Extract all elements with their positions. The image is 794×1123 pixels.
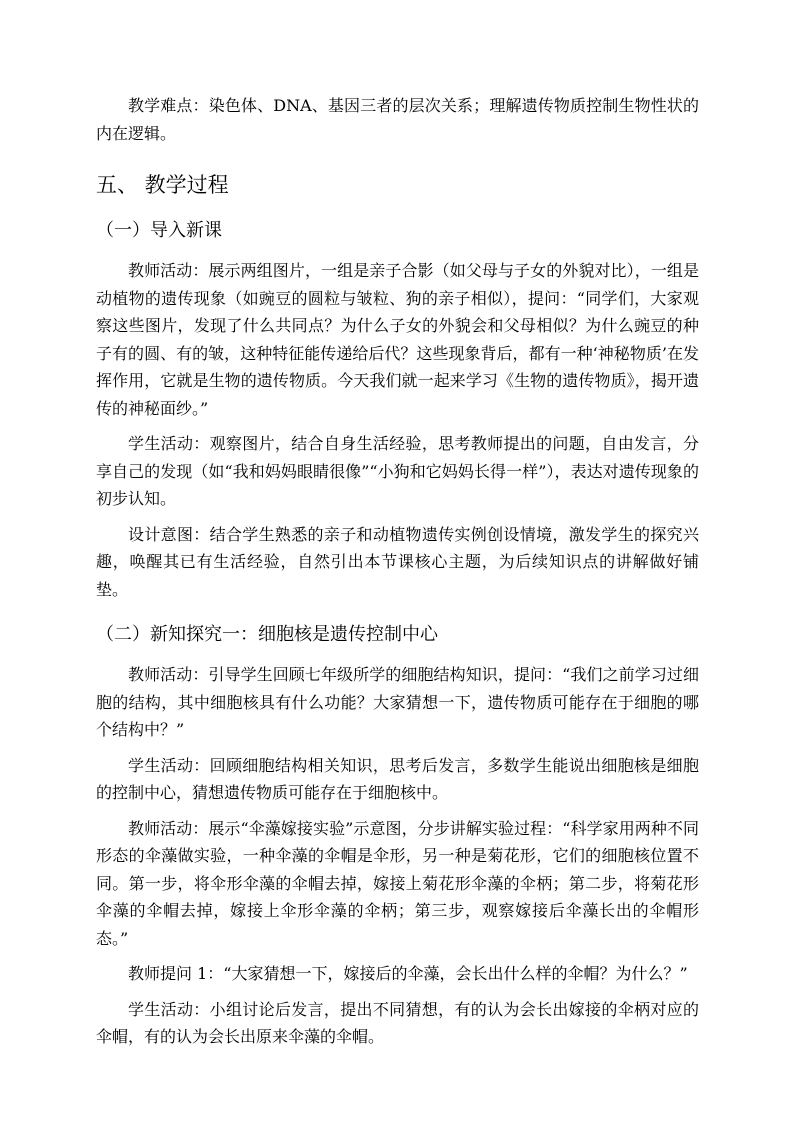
- nucleus-student-activity-1: 学生活动：回顾细胞结构相关知识，思考后发言，多数学生能说出细胞核是细胞的控制中心，猜想遗传物质可能存在于细胞核中。: [96, 755, 699, 802]
- document-page: [96, 92, 699, 1059]
- intro-design-intent: 设计意图：结合学生熟悉的亲子和动植物遗传实例创设情境，激发学生的探究兴趣，唤醒其已有生活经验，自然引出本节课核心主题，为后续知识点的讲解做好铺垫。: [96, 524, 699, 599]
- section-title-teaching-process: 五、 教学过程: [96, 173, 229, 197]
- intro-student-activity: 学生活动：观察图片，结合自身生活经验，思考教师提出的问题，自由发言，分享自己的发现（如“我和妈妈眼睛很像”“小狗和它妈妈长得一样”），表达对遗传现象的初步认知。: [96, 434, 699, 508]
- subsection-title-nucleus: （二）新知探究一：细胞核是遗传控制中心: [96, 624, 438, 645]
- intro-teacher-activity: 教师活动：展示两组图片，一组是亲子合影（如父母与子女的外貌对比），一组是动植物的遗传现象（如豌豆的圆粒与皱粒、狗的亲子相似），提问：“同学们，大家观察这些图片，发现了什么共同点？为什么子女的外貌会和父母相似？为什么豌豆的种子有的圆、有的皱，这种特征能传递给后代？这些现象背后，都有一种‘神秘物质’在发挥作用，它就是生物的遗传物质。今天我们就一起来学习《生物的遗传物质》，揭开遗传的神秘面纱。”: [96, 261, 699, 418]
- teaching-difficulty-paragraph: 教学难点：染色体、DNA、基因三者的层次关系；理解遗传物质控制生物性状的内在逻辑。: [96, 96, 699, 143]
- subsection-title-intro: （一）导入新课: [96, 220, 222, 241]
- nucleus-teacher-activity-2: 教师活动：展示“伞藻嫁接实验”示意图，分步讲解实验过程：“科学家用两种不同形态的伞藻做实验，一种伞藻的伞帽是伞形，另一种是菊花形，它们的细胞核位置不同。第一步，将伞形伞藻的伞帽去掉，嫁接上菊花形伞藻的伞柄；第二步，将菊花形伞藻的伞帽去掉，嫁接上伞形伞藻的伞柄；第三步，观察嫁接后伞藻长出的伞帽形态。”: [96, 818, 699, 948]
- nucleus-teacher-question-1: 教师提问 1：“大家猜想一下，嫁接后的伞藻，会长出什么样的伞帽？为什么？”: [128, 964, 688, 983]
- nucleus-teacher-activity-1: 教师活动：引导学生回顾七年级所学的细胞结构知识，提问：“我们之前学习过细胞的结构，其中细胞核具有什么功能？大家猜想一下，遗传物质可能存在于细胞的哪个结构中？”: [96, 665, 699, 739]
- nucleus-student-activity-2: 学生活动：小组讨论后发言，提出不同猜想，有的认为会长出嫁接的伞柄对应的伞帽，有的认为会长出原来伞藻的伞帽。: [96, 999, 699, 1046]
